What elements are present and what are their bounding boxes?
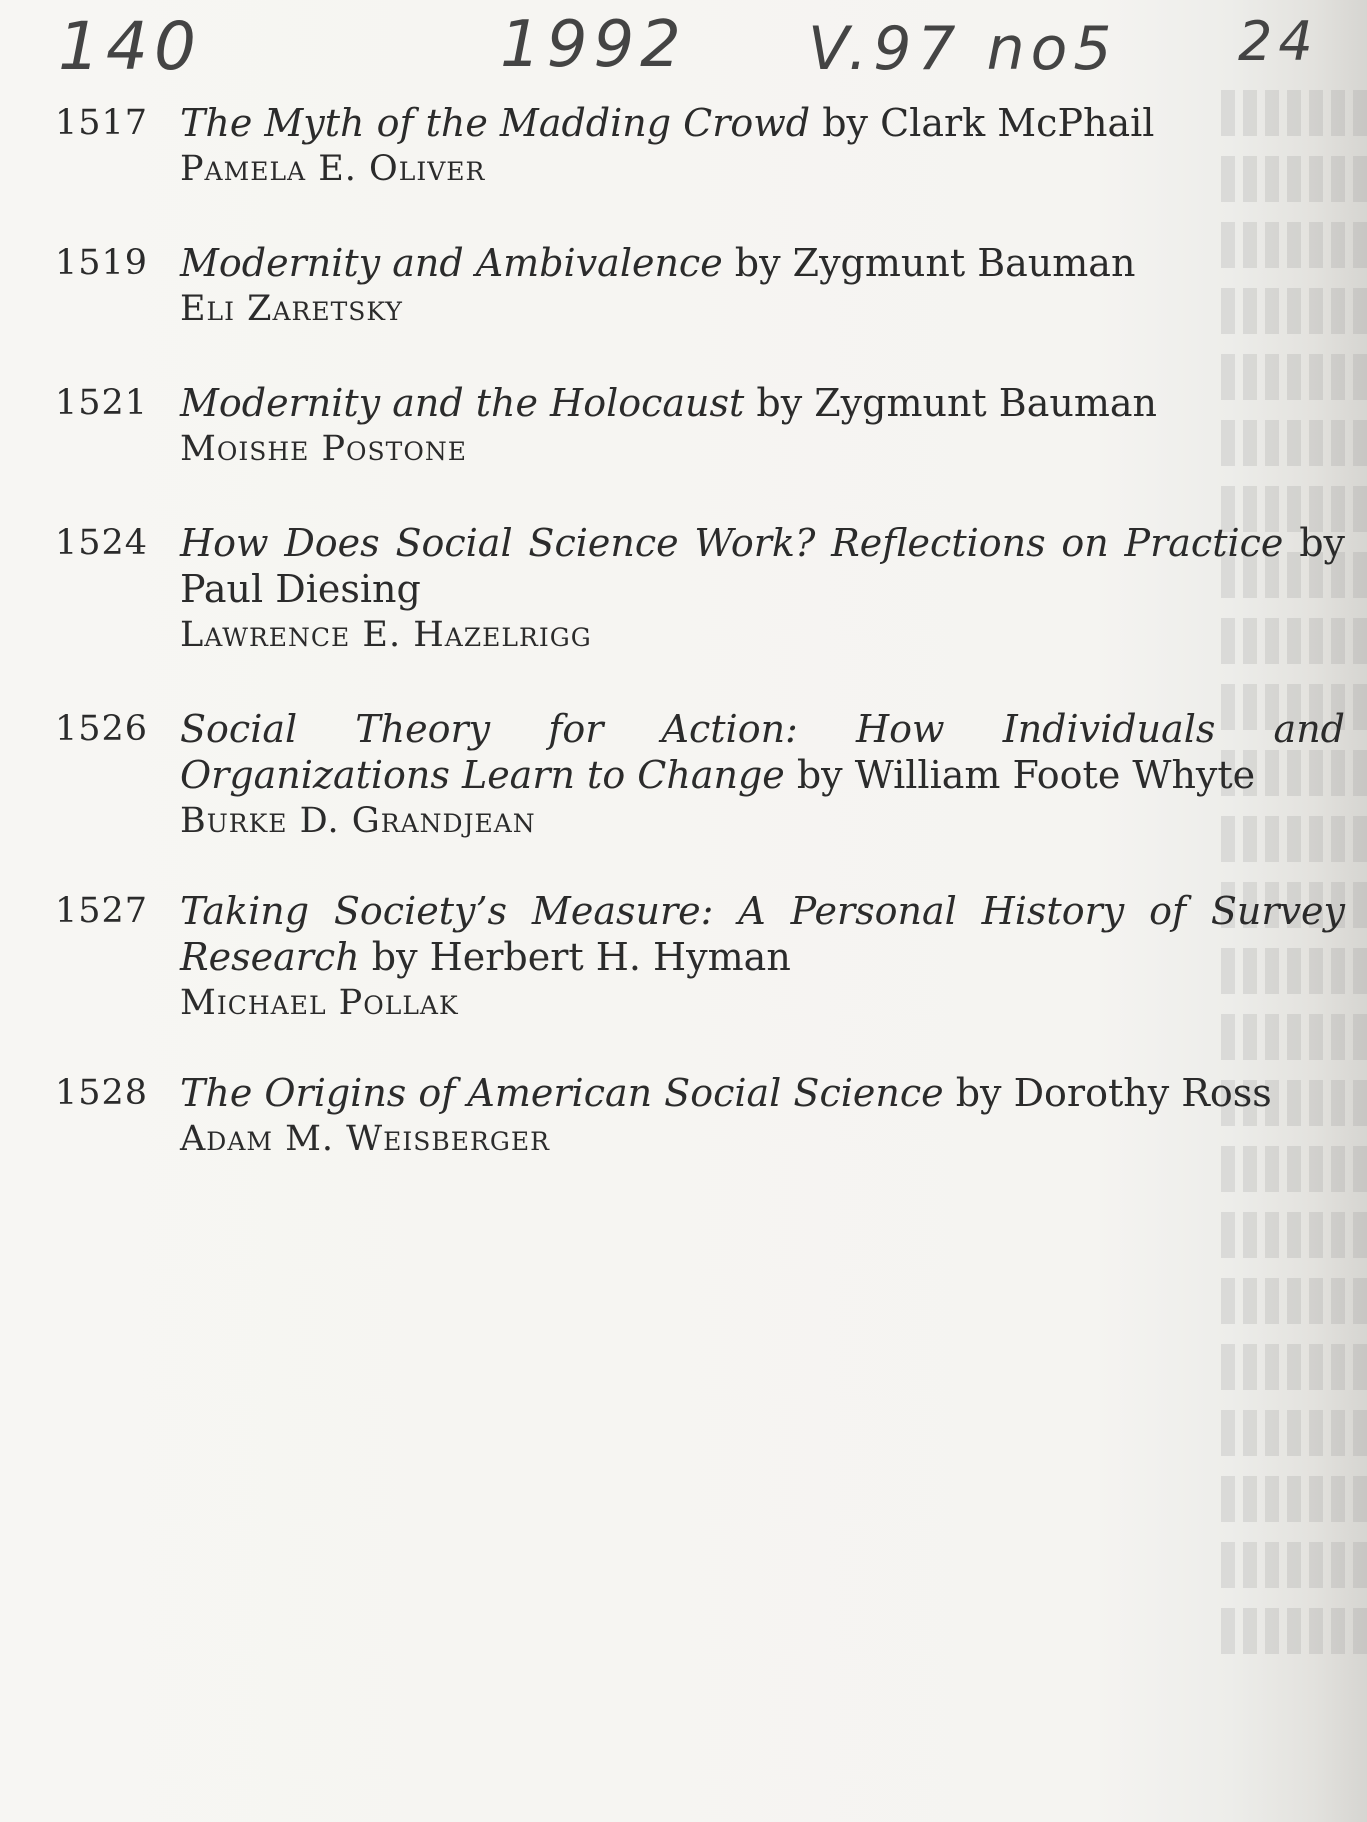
entry-body (180, 1070, 1345, 1162)
book-author: by Zygmunt Bauman (744, 381, 1157, 425)
entry-body (180, 100, 1345, 192)
page-number: 1517 (55, 103, 149, 143)
book-title: The Myth of the Madding Crowd (180, 101, 811, 145)
entry-body (180, 706, 1345, 844)
reviewer-name: Michael Pollak (180, 983, 459, 1023)
reviewer-name: Lawrence E. Hazelrigg (180, 615, 592, 655)
reviewer-name: Pamela E. Oliver (180, 149, 486, 189)
book-line (180, 706, 1345, 798)
review-entry (55, 1070, 1345, 1162)
book-author: by Dorothy Ross (943, 1071, 1272, 1115)
page-number: 1521 (55, 383, 149, 423)
book-line (180, 520, 1345, 612)
entry-body (180, 888, 1345, 1026)
book-author: by Zygmunt Bauman (722, 241, 1136, 285)
book-author: by William Foote Whyte (784, 753, 1256, 797)
review-entry (55, 100, 1345, 192)
entry-body (180, 520, 1345, 658)
page-number: 1527 (55, 891, 149, 931)
book-line (180, 380, 1345, 426)
book-author: by Clark McPhail (810, 101, 1155, 145)
entry-body (180, 380, 1345, 472)
book-title: Social Theory for Action: How Individuals and Organizations Learn to Change (180, 707, 1345, 797)
handwritten-annotation (0, 0, 1367, 95)
book-title: Modernity and the Holocaust (180, 381, 745, 425)
handwritten-year: 1992 (500, 8, 687, 82)
review-entry (55, 888, 1345, 1026)
review-entry (55, 240, 1345, 332)
book-title: Taking Society’s Measure: A Personal History of Survey Research (180, 889, 1345, 979)
book-author: by Paul Diesing (180, 521, 1345, 611)
reviewer-name: Burke D. Grandjean (180, 801, 536, 841)
review-entry (55, 706, 1345, 844)
book-author: by Herbert H. Hyman (359, 935, 791, 979)
handwritten-volume: V.97 no5 (808, 14, 1118, 84)
page-number: 1526 (55, 709, 149, 749)
reviewer-name: Eli Zaretsky (180, 289, 403, 329)
page-number: 1519 (55, 243, 149, 283)
review-list (55, 100, 1345, 1162)
book-line (180, 100, 1345, 146)
book-line (180, 1070, 1345, 1116)
book-title: Modernity and Ambivalence (180, 241, 723, 285)
book-title: The Origins of American Social Science (180, 1071, 944, 1115)
book-title: How Does Social Science Work? Reflections on Practice (180, 521, 1284, 565)
book-line (180, 888, 1345, 980)
reviewer-name: Adam M. Weisberger (180, 1119, 550, 1159)
handwritten-code: 24 (1238, 10, 1319, 73)
review-entry (55, 380, 1345, 472)
reviewer-name: Moishe Postone (180, 429, 467, 469)
book-line (180, 240, 1345, 286)
entry-body (180, 240, 1345, 332)
handwritten-number: 140 (58, 8, 202, 85)
page-number: 1528 (55, 1073, 149, 1113)
page-number: 1524 (55, 523, 149, 563)
review-entry (55, 520, 1345, 658)
